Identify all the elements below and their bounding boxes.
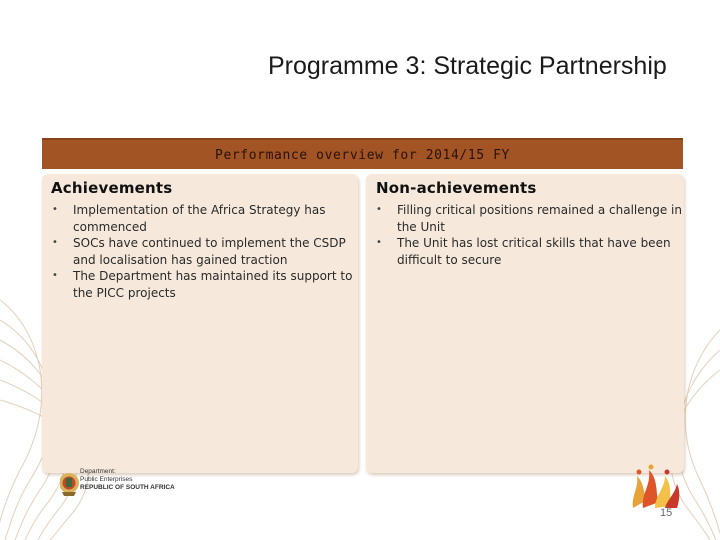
list-item — [52, 202, 356, 235]
flame-figures-logo-icon — [625, 458, 685, 510]
list-item-text: SOCs have continued to implement the CSDP and localisation has gained traction — [73, 236, 346, 267]
slide-title: Programme 3: Strategic Partnership — [268, 52, 667, 80]
bullet-icon: • — [376, 237, 382, 249]
bullet-icon: • — [52, 270, 58, 282]
bullet-icon: • — [376, 204, 382, 215]
non-achievements-panel — [366, 174, 684, 473]
list-item — [52, 235, 356, 268]
performance-banner: Performance overview for 2014/15 FY — [42, 138, 683, 169]
list-item — [52, 268, 356, 301]
logo-line-2: Public Enterprises — [80, 476, 133, 483]
list-item-text: The Unit has lost critical skills that have been difficult to secure — [397, 236, 671, 267]
page-number: 15 — [660, 507, 673, 519]
achievements-panel — [42, 174, 358, 473]
achievements-list — [52, 202, 356, 302]
bullet-icon: • — [52, 204, 58, 215]
non-achievements-list — [376, 202, 684, 268]
bullet-icon: • — [52, 237, 58, 249]
logo-line-3: REPUBLIC OF SOUTH AFRICA — [80, 484, 175, 491]
list-item — [376, 235, 684, 268]
list-item-text: The Department has maintained its support to the PICC projects — [73, 269, 353, 300]
list-item — [376, 202, 684, 235]
non-achievements-heading: Non-achievements — [376, 179, 537, 197]
list-item-text: Implementation of the Africa Strategy has commenced — [73, 203, 326, 234]
department-logo-text — [80, 468, 175, 492]
logo-line-1: Department: — [80, 468, 116, 475]
list-item-text: Filling critical positions remained a challenge in the Unit — [397, 203, 682, 234]
achievements-heading: Achievements — [51, 179, 173, 197]
